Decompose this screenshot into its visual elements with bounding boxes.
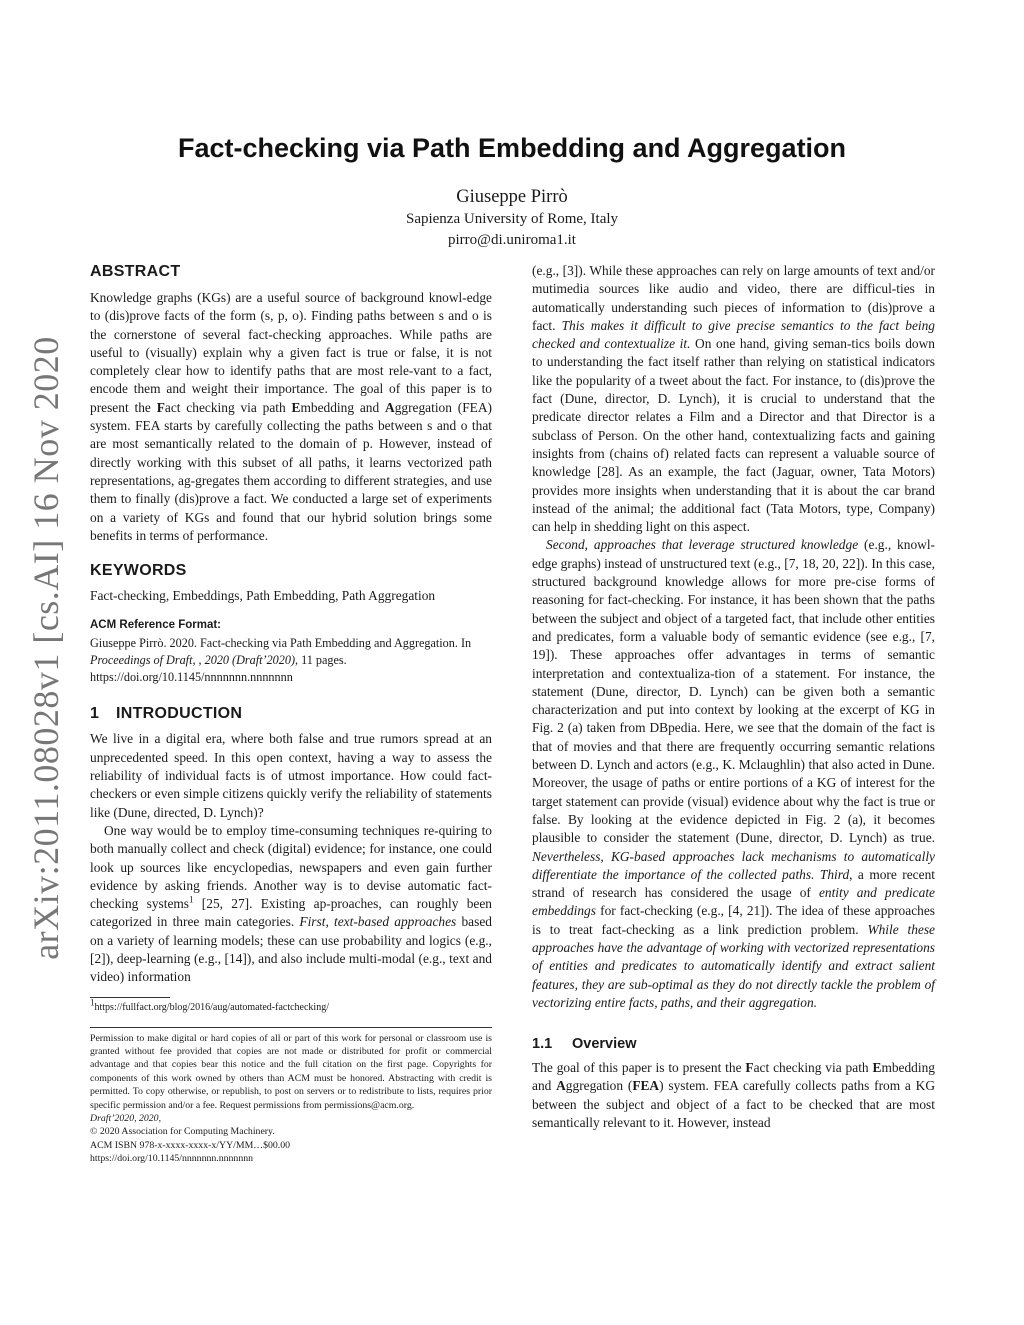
author-email: pirro@di.uniroma1.it (448, 232, 576, 248)
right-column (532, 262, 935, 1132)
acm-reference-doi-link[interactable]: https://doi.org/10.1145/nnnnnnn.nnnnnnn (90, 670, 293, 685)
intro-paragraph-2: One way would be to employ time-consuming techniques re-quiring to both manually collect and check (digital) evidence; for instance, one could look up sources like encyclopedias, newspapers and even gain further evidence by asking friends. Another way is to devise automatic fact-checking systems$^1$ [25, 27]. Existing ap-proaches, can roughly been categorized in three main categories. First, text-based approaches based on a variety of learning models; these can use probability and logics (e.g., [2]), deep-learning (e.g., [14]), and also include multi-modal (e.g., text and video) information (90, 822, 492, 985)
left-column (90, 262, 492, 1166)
permissions-isbn: ACM ISBN 978-x-xxxx-xxxx-x/YY/MM…$00.00 (90, 1139, 291, 1151)
footnote-rule (90, 997, 170, 998)
footnote-marker[interactable]: 1 (189, 894, 194, 905)
introduction-heading: 1 INTRODUCTION (90, 705, 243, 723)
author-block (0, 185, 1024, 251)
overview-heading: 1.1 Overview (532, 1036, 637, 1053)
intro-paragraph-3: (e.g., [3]). While these approaches can rely on large amounts of text and/or mutimedia sources like audio and video, there are difficul-ties in automatically understanding such pieces of information to (dis)prove a fact. This makes it difficult to give precise semantics to the fact being checked and contextualize it. On one hand, giving seman-tics boils down to understanding the fact itself rather than relying on statistical indicators like the popularity of a tweet about the fact. For instance, to (dis)prove the fact (Dune, director, D. Lynch), it is crucial to understand that the predicate director relates a Film and a Director and that Director is a subclass of Person. On the other hand, contextualizing facts and gaining insights from (chains of) related facts can represent a valuable source of knowledge [28]. As an example, the fact (Jaguar, owner, Tata Motors) provides more insights when understanding that it is about the car brand instead of the animal; the additional fact (Tata Motors, type, Company) can help in shedding light on this aspect. (532, 263, 936, 535)
arxiv-identifier (16, 335, 76, 960)
overview-paragraph: The goal of this paper is to present the Fact checking via path Embedding and Aggregation (FEA) system. FEA carefully collects paths from a KG between the subject and object of a fact to be checked that are most semantically relevant to it. However, instead (532, 1060, 935, 1131)
abstract-text: Knowledge graphs (KGs) are a useful source of background knowl-edge to (dis)prove facts of the form (s, p, o). Finding paths between s and o is the cornerstone of several fact-checking approaches. While paths are useful to (visually) explain why a given fact is true or false, it is not completely clear how to identify paths that are most rele-vant to a fact, encode them and weight their importance. The goal of this paper is to present the Fact checking via path Embedding and Aggregation (FEA) system. FEA starts by carefully collecting the paths between s and o that are most semantically related to the domain of p. However, instead of directly working with this subset of all paths, it learns vectorized path representations, ag-gregates them according to different strategies, and use them to finally (dis)prove a fact. We conducted a large set of experiments on a variety of KGs and found that our hybrid solution brings some benefits in terms of performance. (90, 290, 492, 543)
abstract-heading: ABSTRACT (90, 263, 181, 280)
keywords-heading: KEYWORDS (90, 562, 187, 580)
acm-reference-text: Giuseppe Pirrò. 2020. Fact-checking via Path Embedding and Aggregation. In Proceedings of Draft, , 2020 (Draft’2020), 11 pages. https://doi.org/10.1145/nnnnnnn.nnnnnnn (90, 636, 472, 685)
paper-title: Fact-checking via Path Embedding and Aggregation (177, 133, 847, 163)
intro-paragraph-1: We live in a digital era, where both false and true rumors spread at an unprecedented speed. In this open context, having a way to assess the reliability of individual facts is of utmost importance. How could fact-checkers or even simple citizens quickly verify the reliability of statements like (Dune, directed, D. Lynch)? (90, 731, 492, 820)
footnote: $^1$https://fullfact.org/blog/2016/aug/automated-factchecking/ (90, 997, 329, 1013)
footnote-url-link[interactable]: https://fullfact.org/blog/2016/aug/automated-factchecking/ (94, 1001, 329, 1013)
author-affiliation: Sapienza University of Rome, Italy (405, 211, 619, 227)
permissions-venue: Draft’2020, 2020, (90, 1113, 162, 1125)
permissions-rule (90, 1027, 492, 1028)
permissions-notice: Permission to make digital or hard copies of all or part of this work for personal or classroom use is granted without fee provided that copies are not made or distributed for profit or commercial advantage and that copies bear this notice and the full citation on the first page. Copyrights for components of this work owned by others than ACM must be honored. Abstracting with credit is permitted. To copy otherwise, or republish, to post on servers or to redistribute to lists, requires prior specific permission and/or a fee. Request permissions from permissions@acm.org. (90, 1032, 492, 1111)
permissions-doi-link[interactable]: https://doi.org/10.1145/nnnnnnn.nnnnnnn (90, 1153, 254, 1165)
keywords-text: Fact-checking, Embeddings, Path Embedding, Path Aggregation (90, 588, 436, 604)
acm-reference-heading: ACM Reference Format: (90, 619, 221, 632)
permissions-copyright: © 2020 Association for Computing Machinery. (90, 1126, 275, 1138)
author-name: Giuseppe Pirrò (456, 187, 568, 207)
intro-paragraph-4: Second, approaches that leverage structured knowledge (e.g., knowl-edge graphs) instead of unstructured text (e.g., [7, 18, 20, 22]). In this case, structured background knowledge allows for more pre-cise forms of reasoning for fact-checking. For instance, it has been shown that the paths between the subject and object of a targeted fact, that include other entities and predicates, form a valuable body of semantic evidence (see e.g., [7, 19]). These approaches offer advantages in terms of semantic interpretation and contextualiza-tion of a statement. For instance, the statement (Dune, director, D. Lynch) can be given both a semantic characterization and put into context by looking at the excerpt of KG in Fig. 2 (a) taken from DBpedia. Here, we see that the domain of the fact is that of movies and that there are frequently occurring semantic relations between D. Lynch and actors (e.g., K. Mclaughlin) that also acted in Dune. Moreover, the usage of paths or entire portions of a KG of interest for the target statement can provide (visual) evidence about why the fact is true or false. By looking at the evidence depicted in Fig. 2 (a), it becomes plausible to consider the statement (Dune, director, D. Lynch) as true. Nevertheless, KG-based approaches lack mechanisms to automatically differentiate the importance of the collected paths. Third, a more recent strand of research has considered the usage of entity and predicate embeddings for fact-checking (e.g., [4, 21]). The idea of these approaches is to treat fact-checking as a link prediction problem. While these approaches have the advantage of working with vectorized representations of entities and predicates to automatically identify and extract salient features, they are sub-optimal as they do not directly tackle the problem of vectorizing entire facts, paths, and their aggregation. (532, 537, 935, 1010)
arxiv-identifier-text: arXiv:2011.08028v1 [cs.AI] 16 Nov 2020 (26, 335, 66, 960)
